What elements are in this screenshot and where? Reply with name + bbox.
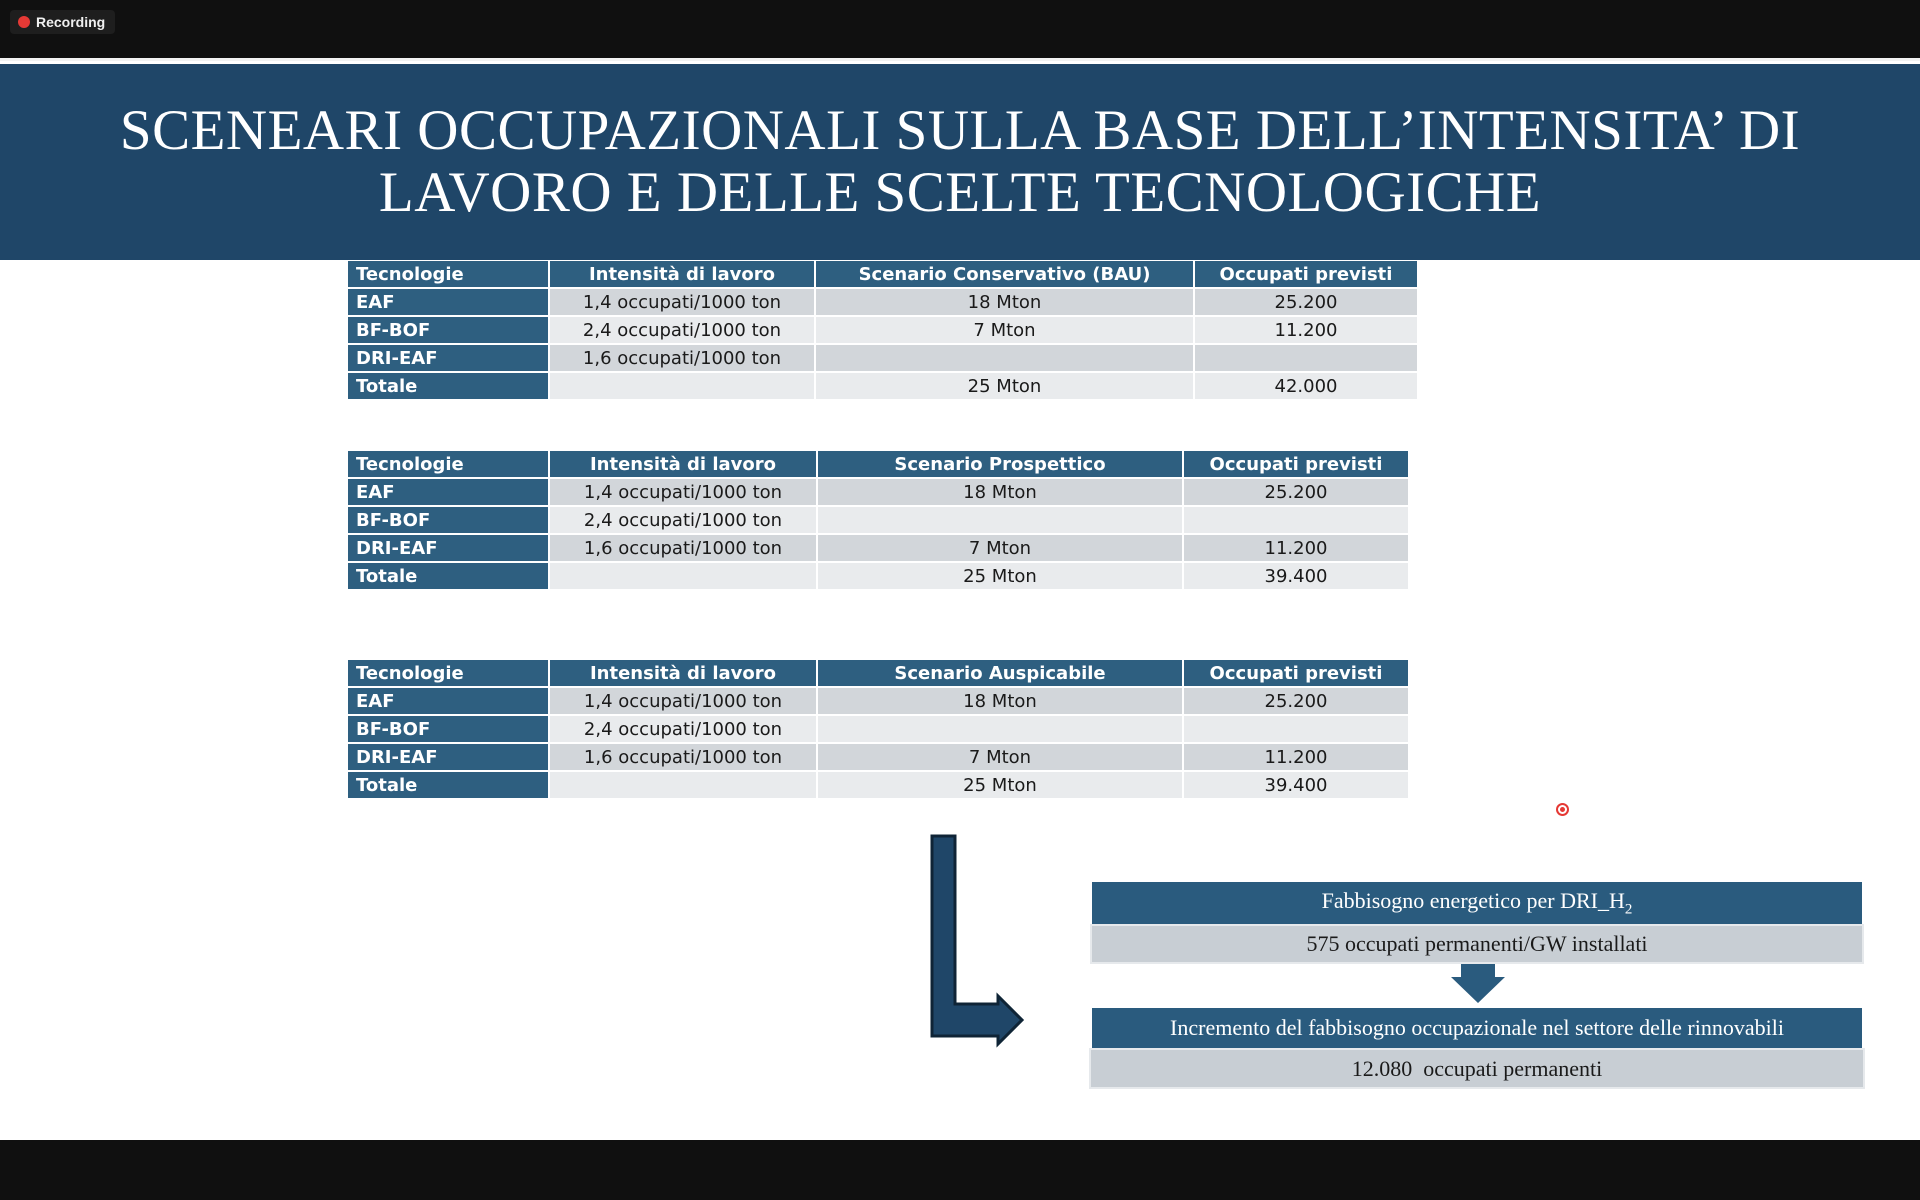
- table-cell: DRI-EAF: [348, 744, 548, 770]
- table-cell: 1,6 occupati/1000 ton: [550, 345, 814, 371]
- table-cell: 1,4 occupati/1000 ton: [550, 289, 814, 315]
- table-cell: Totale: [348, 373, 548, 399]
- table-cell: 25 Mton: [818, 772, 1182, 798]
- energy-value: 575 occupati permanenti/GW installati: [1306, 931, 1648, 956]
- table-cell: 25.200: [1184, 688, 1408, 714]
- table-header: Scenario Prospettico: [818, 451, 1182, 477]
- recording-indicator[interactable]: [10, 10, 115, 34]
- increment-title-box: [1092, 1008, 1862, 1048]
- energy-title-text: Fabbisogno energetico per DRI_H: [1321, 887, 1625, 913]
- energy-value-box: [1090, 924, 1864, 964]
- table-cell: 1,4 occupati/1000 ton: [550, 479, 816, 505]
- slide-title-line1: SCENEARI OCCUPAZIONALI SULLA BASE DELL’INTENSITA’ DI: [119, 99, 1801, 162]
- table-cell: BF-BOF: [348, 716, 548, 742]
- down-arrow-icon: [1451, 964, 1505, 1003]
- laser-pointer-icon: [1556, 803, 1569, 816]
- table-cell: DRI-EAF: [348, 535, 548, 561]
- table-cell: 25.200: [1184, 479, 1408, 505]
- table-cell: 2,4 occupati/1000 ton: [550, 317, 814, 343]
- energy-title-subscript: 2: [1624, 901, 1633, 918]
- table-header: Occupati previsti: [1195, 261, 1417, 287]
- table-cell: DRI-EAF: [348, 345, 548, 371]
- table-header: Tecnologie: [348, 451, 548, 477]
- table-cell: 42.000: [1195, 373, 1417, 399]
- table-header: Scenario Conservativo (BAU): [816, 261, 1193, 287]
- table-cell: EAF: [348, 479, 548, 505]
- table-cell: EAF: [348, 688, 548, 714]
- table-header: Occupati previsti: [1184, 451, 1408, 477]
- table-header: Intensità di lavoro: [550, 451, 816, 477]
- table-cell: 2,4 occupati/1000 ton: [550, 507, 816, 533]
- table-cell: Totale: [348, 772, 548, 798]
- table-header: Tecnologie: [348, 660, 548, 686]
- presentation-slide: [0, 61, 1920, 1140]
- table-header: Tecnologie: [348, 261, 548, 287]
- table-cell: 11.200: [1184, 535, 1408, 561]
- table-cell: 1,4 occupati/1000 ton: [550, 688, 816, 714]
- recording-toolbar: [0, 0, 1920, 61]
- slide-title-line2: LAVORO E DELLE SCELTE TECNOLOGICHE: [378, 161, 1542, 224]
- energy-title: [1322, 888, 1633, 918]
- increment-title: Incremento del fabbisogno occupazionale nel settore delle rinnovabili: [1170, 1015, 1784, 1040]
- table-cell: BF-BOF: [348, 507, 548, 533]
- table-cell: 39.400: [1184, 772, 1408, 798]
- table-cell: 18 Mton: [818, 688, 1182, 714]
- table-cell: 39.400: [1184, 563, 1408, 589]
- table-header: Intensità di lavoro: [550, 261, 814, 287]
- table-cell: Totale: [348, 563, 548, 589]
- table-cell: BF-BOF: [348, 317, 548, 343]
- table-cell: 7 Mton: [816, 317, 1193, 343]
- table-cell: 11.200: [1184, 744, 1408, 770]
- increment-value: 12.080 occupati permanenti: [1351, 1055, 1603, 1081]
- table-cell: 18 Mton: [818, 479, 1182, 505]
- table-cell: 7 Mton: [818, 535, 1182, 561]
- elbow-arrow-icon: [932, 836, 1022, 1044]
- table-cell: 25 Mton: [818, 563, 1182, 589]
- flow-arrows: [0, 61, 1920, 1140]
- table-cell: 18 Mton: [816, 289, 1193, 315]
- table-cell: 25 Mton: [816, 373, 1193, 399]
- table-cell: 7 Mton: [818, 744, 1182, 770]
- energy-title-box: [1092, 882, 1862, 924]
- record-dot-icon: [18, 16, 30, 28]
- table-header: Scenario Auspicabile: [818, 660, 1182, 686]
- table-cell: 1,6 occupati/1000 ton: [550, 535, 816, 561]
- increment-value-box: [1089, 1048, 1865, 1089]
- table-cell: EAF: [348, 289, 548, 315]
- table-cell: 2,4 occupati/1000 ton: [550, 716, 816, 742]
- table-cell: 11.200: [1195, 317, 1417, 343]
- table-cell: 25.200: [1195, 289, 1417, 315]
- table-header: Occupati previsti: [1184, 660, 1408, 686]
- recording-label: Recording: [36, 14, 106, 30]
- table-header: Intensità di lavoro: [550, 660, 816, 686]
- bottom-bar: [0, 1140, 1920, 1200]
- table-cell: 1,6 occupati/1000 ton: [550, 744, 816, 770]
